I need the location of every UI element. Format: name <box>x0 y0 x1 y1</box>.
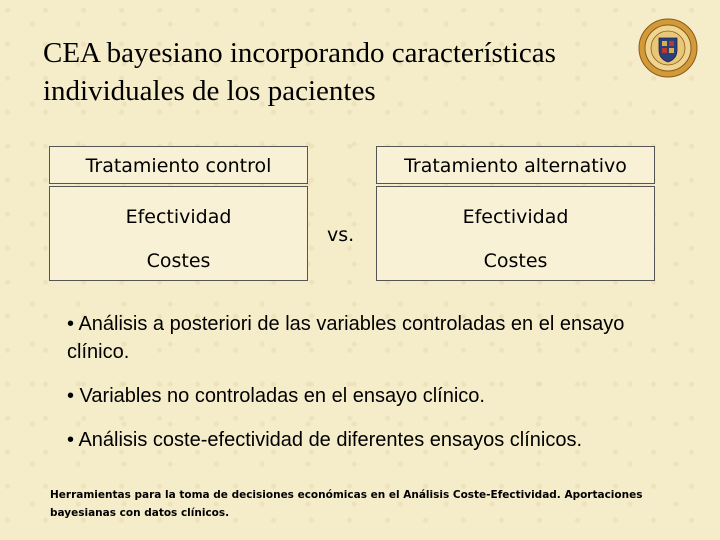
control-header-box <box>49 146 308 184</box>
bullet-item: • Variables no controladas en el ensayo clínico. <box>67 385 485 407</box>
alternative-body-box <box>376 186 655 281</box>
title-line-2: individuales de los pacientes <box>43 75 376 107</box>
slide-title <box>43 34 623 110</box>
alternative-effectiveness: Efectividad <box>462 206 569 228</box>
footer-note: Herramientas para la toma de decisiones económicas en el Análisis Coste-Efectividad. Aportaciones bayesianas con datos clínicos. <box>50 489 643 519</box>
control-header: Tratamiento control <box>85 155 272 177</box>
alternative-costs: Costes <box>483 250 548 272</box>
title-line-1: CEA bayesiano incorporando características <box>43 37 556 69</box>
control-effectiveness: Efectividad <box>125 206 232 228</box>
versus-label: vs. <box>327 224 355 246</box>
alternative-header: Tratamiento alternativo <box>404 155 627 177</box>
control-body-box <box>49 186 308 281</box>
alternative-header-box <box>376 146 655 184</box>
university-seal-icon <box>638 18 698 78</box>
bullet-item: • Análisis coste-efectividad de diferentes ensayos clínicos. <box>67 429 583 451</box>
bullet-list <box>67 310 667 464</box>
bullet-item: • Análisis a posteriori de las variables controladas en el ensayo clínico. <box>67 313 625 363</box>
control-costs: Costes <box>146 250 211 272</box>
